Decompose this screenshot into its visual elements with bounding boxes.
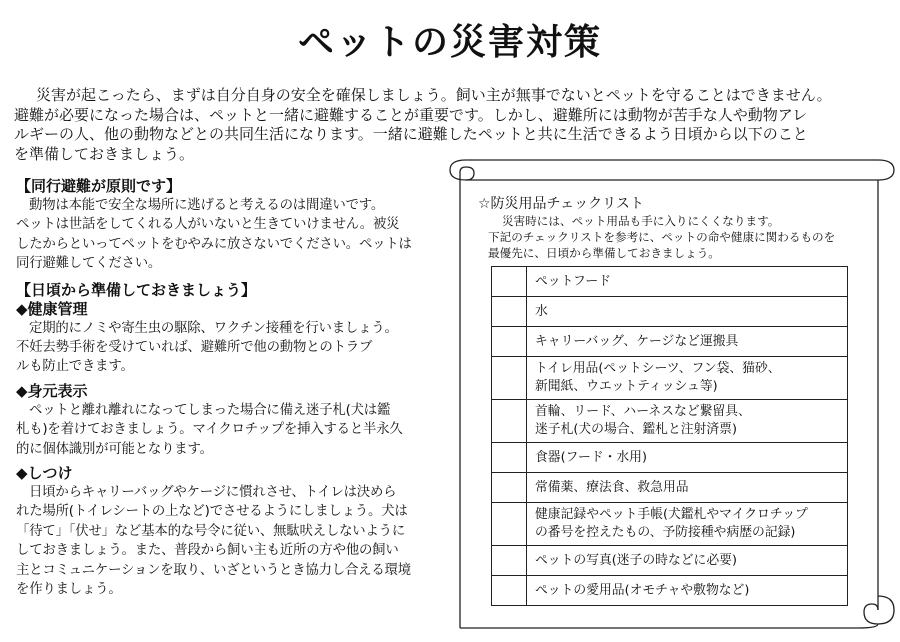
checklist-item-text: [527, 327, 848, 357]
paragraph-line: 「待て」「伏せ」など基本的な号令に従い、無駄吠えしないように: [16, 523, 406, 539]
subheading-health: ◆健康管理: [16, 299, 88, 318]
health-paragraph: [16, 319, 444, 377]
checklist-item-line: 迷子札(犬の場合、鑑札と注射済票): [535, 422, 737, 437]
checklist-item-text: [527, 503, 848, 546]
paragraph-line: 定期的にノミや寄生虫の駆除、ワクチン接種を行いましょう。: [29, 320, 398, 336]
checklist-row: [492, 576, 848, 606]
checkbox-cell[interactable]: [492, 473, 527, 503]
section-heading-accompany: 【同行避難が原則です】: [16, 177, 182, 195]
checklist-row: [492, 503, 848, 546]
paragraph-line: を作りましょう。: [16, 582, 122, 598]
section-heading-prepare: 【日頃から準備しておきましょう】: [16, 280, 257, 299]
paragraph-line: 札も)を着けておきましょう。マイクロチップを挿入すると半永久: [16, 422, 403, 438]
accompany-paragraph: [16, 196, 444, 274]
checkbox-cell[interactable]: [492, 327, 527, 357]
checklist-row: [492, 267, 848, 297]
checklist-item-line: トイレ用品(ペットシーツ、フン袋、猫砂、: [535, 361, 781, 376]
checklist-item-line: の番号を控えたもの、予防接種や病歴の記録): [535, 525, 796, 540]
identity-paragraph: [16, 401, 444, 459]
intro-line: 災害が起こったら、まずは自分自身の安全を確保しましょう。飼い主が無事でないとペットを守ることはできません。: [36, 86, 832, 104]
paragraph-line: 的に個体識別が可能となります。: [16, 441, 213, 457]
checklist-item-line: ペットの愛用品(オモチャや敷物など): [535, 582, 750, 598]
checklist-title: ☆防災用品チェックリスト: [478, 196, 644, 212]
subheading-identity: ◆身元表示: [16, 381, 88, 400]
checklist-item-line: 常備薬、療法食、救急用品: [535, 479, 689, 495]
training-paragraph: [16, 483, 444, 599]
intro-line: ルギーの人、他の動物などとの共同生活になります。一緒に避難したペットと共に生活できるよう日頃から以下のこと: [14, 125, 808, 143]
checklist-item-text: [527, 443, 848, 473]
checkbox-cell[interactable]: [492, 297, 527, 327]
checklist-item-line: 食器(フード・水用): [535, 449, 647, 465]
page-title: ペットの災害対策: [297, 22, 602, 63]
subheading-training: ◆しつけ: [16, 464, 73, 483]
checklist-description: [488, 213, 868, 261]
checklist-item-line: ペットフード: [535, 273, 612, 289]
checklist-item-text: [527, 400, 848, 443]
left-column: [16, 176, 444, 600]
checklist-item-line: 首輪、リード、ハーネスなど繋留具、: [535, 404, 751, 419]
checklist-item-text: [527, 357, 848, 400]
description-line: 災害時には、ペット用品も手に入りにくくなります。: [502, 214, 780, 228]
checklist-row: [492, 546, 848, 576]
paragraph-line: 同行避難してください。: [16, 256, 162, 272]
checkbox-cell[interactable]: [492, 400, 527, 443]
intro-paragraph: [14, 86, 892, 164]
checklist-item-text: [527, 267, 848, 297]
checkbox-cell[interactable]: [492, 503, 527, 546]
checklist-item-line: キャリーバッグ、ケージなど運搬具: [535, 333, 739, 349]
checkbox-cell[interactable]: [492, 443, 527, 473]
checklist-row: [492, 297, 848, 327]
checklist-row: [492, 473, 848, 503]
checklist-row: [492, 327, 848, 357]
checklist-row: [492, 400, 848, 443]
checkbox-cell[interactable]: [492, 267, 527, 297]
checklist-item-text: [527, 576, 848, 606]
checklist-item-text: [527, 546, 848, 576]
intro-line: を準備しておきましょう。: [14, 144, 195, 163]
paragraph-line: 主とコミュニケーションを取り、いざというとき協力し合える環境: [16, 562, 411, 578]
checklist-item-line: 新聞紙、ウエットティッシュ等): [535, 379, 718, 394]
checklist-table: [491, 266, 848, 606]
paragraph-line: 不妊去勢手術を受けていれば、避難所で他の動物とのトラブ: [16, 340, 373, 356]
checkbox-cell[interactable]: [492, 546, 527, 576]
checklist-item-text: [527, 473, 848, 503]
paragraph-line: れた場所(トイレシートの上など)でさせるようにしましょう。犬は: [16, 504, 408, 520]
checklist-item-text: [527, 297, 848, 327]
checklist-item-line: ペットの写真(迷子の時などに必要): [535, 552, 737, 568]
description-line: 最優先に、日頃から準備しておきましょう。: [488, 246, 720, 260]
checklist-item-line: 健康記録やペット手帳(犬鑑札やマイクロチップ: [535, 507, 808, 522]
checkbox-cell[interactable]: [492, 357, 527, 400]
checklist-row: [492, 357, 848, 400]
description-line: 下記のチェックリストを参考に、ペットの命や健康に関わるものを: [488, 230, 836, 244]
paragraph-line: 日頃からキャリーバッグやケージに慣れさせ、トイレは決めら: [29, 485, 397, 501]
checklist-item-line: 水: [535, 303, 548, 319]
paragraph-line: しておきましょう。また、普段から飼い主も近所の方や他の飼い: [16, 543, 399, 559]
checklist-row: [492, 443, 848, 473]
paragraph-line: ルも防止できます。: [16, 359, 134, 375]
paragraph-line: ペットと離れ離れになってしまった場合に備え迷子札(犬は鑑: [29, 402, 391, 418]
paragraph-line: 動物は本能で安全な場所に逃げると考えるのは間違いです。: [29, 198, 385, 213]
intro-line: 避難が必要になった場合は、ペットと一緒に避難することが重要です。しかし、避難所には動物が苦手な人や動物アレ: [14, 105, 808, 124]
paragraph-line: したからといってペットをむやみに放さないでください。ペットは: [16, 236, 412, 252]
checkbox-cell[interactable]: [492, 576, 527, 606]
paragraph-line: ペットは世話をしてくれる人がいないと生きていけません。被災: [16, 217, 400, 233]
